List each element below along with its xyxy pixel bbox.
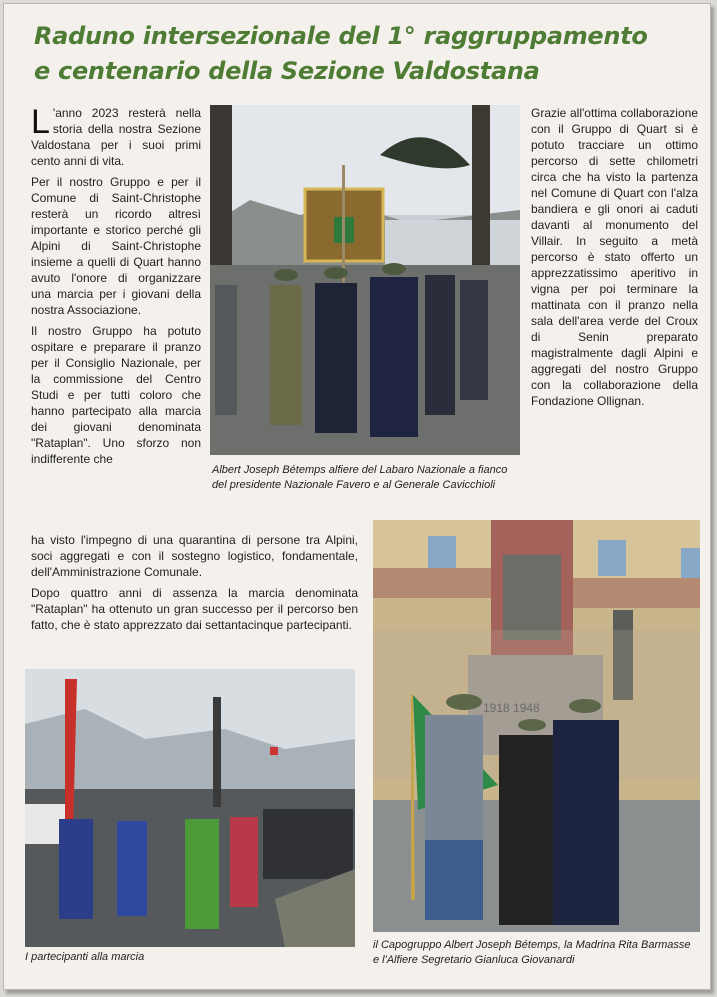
caption-photo-march: I partecipanti alla marcia [25,951,145,963]
paragraph-rataplan: Dopo quattro anni di assenza la marcia denominata "Rataplan" ha ottenuto un gran successo per il percorso ben fatto, che è stato apprezzato dai settantacinque partecipanti. [31,586,358,632]
middle-text-block [31,532,358,638]
paragraph-intro-text: 'anno 2023 resterà nella storia della nostra Sezione Valdostana per i suoi primi cento anni di vita. [31,106,201,168]
article-title-line-2: e centenario della Sezione Valdostana [34,57,540,85]
paragraph-route: Grazie all'ottima collaborazione con il Gruppo di Quart si è potuto tracciare un ottimo percorso di sette chilometri circa che ha visto la partenza nel Comune di Quart con l'alza bandiera e gli onori ai caduti davanti al monumento del Villair. In seguito a metà percorso è stato offerto un apprezzatissimo aperitivo in vigna per poi terminare la mattinata con il pranzo nella sala dell'area verde del Croux di Senin preparato magistralmente dagli Alpini e aggregati del nostro Gruppo con la collaborazione della Fondazione Ollignan. [531,106,698,408]
caption-photo-labaro: Albert Joseph Bétemps alfiere del Labaro Nazionale a fianco del presidente Nazionale Favero e al Generale Cavicchioli [212,464,508,491]
paragraph-intro [31,105,201,169]
paragraph-volunteers: ha visto l'impegno di una quarantina di persone tra Alpini, soci aggregati e con il sostegno logistico, fondamentale, dell'Amministrazione Comunale. [31,533,358,579]
monument-years: 1918 1948 [483,701,540,715]
drop-cap: L [31,103,50,141]
paragraph-lunch: Il nostro Gruppo ha potuto ospitare e preparare il pranzo per il Consiglio Nazionale, per la commissione del Centro Studi e per tutti coloro che hanno partecipato alla marcia dei giovani denominata "Rataplan". Uno sforzo non indifferente che [31,324,201,466]
right-column [531,105,698,414]
article-title [34,19,704,89]
paragraph-group: Per il nostro Gruppo e per il Comune di Saint-Christophe resterà un ricordo altresì importante e storico perché gli Alpini di Saint-Christophe insieme a quelli di Quart hanno avuto l'onore di organizzare una marcia per i giovani della nostra Associazione. [31,175,201,317]
article-title-line-1: Raduno intersezionale del 1° raggruppamento [34,22,648,50]
magazine-page [3,3,711,990]
photo-march [25,669,355,947]
left-column [31,105,201,472]
caption-photo-monument: il Capogruppo Albert Joseph Bétemps, la Madrina Rita Barmasse e l'Alfiere Segretario Gianluca Giovanardi [373,939,691,966]
photo-labaro [210,105,520,455]
photo-monument [373,520,700,932]
